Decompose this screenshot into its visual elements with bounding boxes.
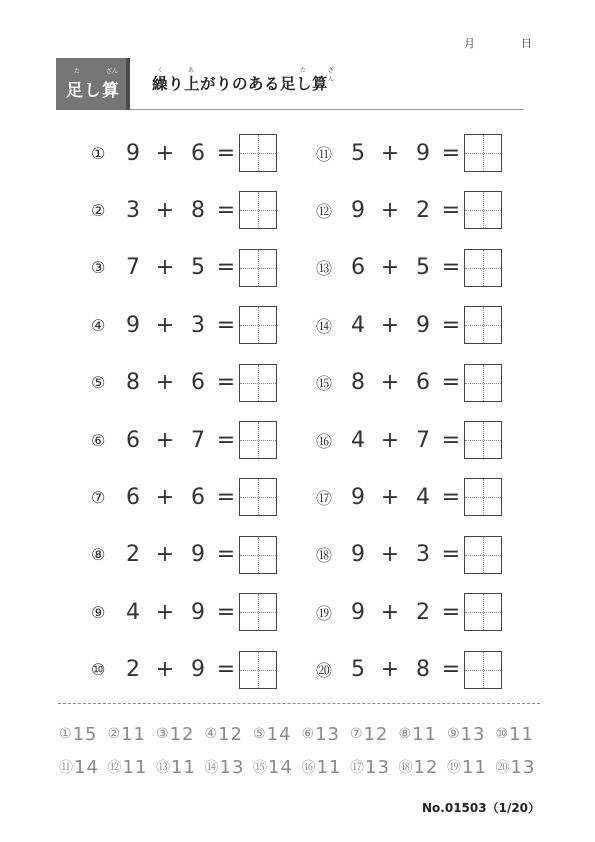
answer-key-number: ⑭ (204, 760, 219, 776)
problem-item (91, 364, 277, 402)
guide-line-horizontal (240, 440, 276, 441)
problem-number: ⑥ (91, 430, 106, 450)
answer-box[interactable] (239, 134, 277, 172)
plus-sign: + (155, 370, 175, 396)
answer-key-number: ⑯ (301, 760, 316, 776)
answer-key-number: ⑪ (59, 760, 73, 776)
answer-box[interactable] (464, 191, 502, 229)
equals-sign: = (441, 370, 461, 396)
answer-key-item (59, 724, 108, 745)
answer-key-row (59, 723, 544, 745)
answer-key-value: 15 (72, 723, 98, 745)
worksheet-title (152, 67, 335, 94)
document-number: No.01503（1/20） (422, 801, 541, 815)
problem-number: ① (91, 143, 106, 163)
guide-line-horizontal (240, 210, 276, 211)
problem-number: ⑩ (91, 660, 106, 680)
addend-a: 9 (351, 599, 365, 625)
addend-a: 3 (126, 197, 140, 223)
day-label: 日 (521, 37, 532, 50)
answer-key-item (108, 757, 157, 778)
addend-b: 8 (416, 657, 430, 683)
equals-sign: = (441, 197, 461, 223)
plus-sign: + (155, 657, 175, 683)
problem-item (316, 651, 502, 689)
answer-key-item (302, 724, 351, 745)
addend-a: 6 (126, 484, 140, 510)
addend-a: 9 (351, 197, 365, 223)
answer-key-value: 13 (365, 756, 390, 778)
answer-key-value: 14 (266, 723, 292, 745)
plus-sign: + (380, 657, 400, 683)
problem-number: ⑦ (91, 487, 106, 507)
equals-sign: = (441, 140, 461, 166)
answer-box[interactable] (239, 651, 277, 689)
equals-sign: = (216, 312, 236, 338)
answer-key-item (496, 757, 545, 778)
problem-item (91, 191, 277, 229)
addend-b: 7 (191, 427, 205, 453)
addend-b: 6 (191, 370, 205, 396)
addend-a: 9 (351, 484, 365, 510)
badge-accent-bar (126, 58, 130, 110)
answer-box[interactable] (464, 651, 502, 689)
answer-box[interactable] (464, 536, 502, 574)
equals-sign: = (216, 657, 236, 683)
plus-sign: + (155, 312, 175, 338)
problem-item (316, 536, 502, 574)
addend-b: 3 (191, 312, 205, 338)
equals-sign: = (441, 542, 461, 568)
answer-box[interactable] (239, 306, 277, 344)
addend-a: 8 (351, 370, 365, 396)
answer-key-number: ⑮ (253, 760, 267, 776)
problem-item (91, 536, 277, 574)
answer-key-item (496, 724, 545, 745)
addend-b: 2 (416, 197, 430, 223)
answer-key-value: 12 (413, 756, 439, 778)
answer-box[interactable] (239, 421, 277, 459)
answer-box[interactable] (239, 249, 277, 287)
answer-box[interactable] (464, 478, 502, 516)
problem-item (91, 306, 277, 344)
addend-a: 6 (351, 255, 365, 281)
problem-item (316, 364, 502, 402)
plus-sign: + (155, 484, 175, 510)
problem-number: ⑲ (316, 603, 333, 623)
answer-divider (58, 703, 540, 704)
addend-b: 9 (191, 657, 205, 683)
addend-a: 8 (126, 370, 140, 396)
answer-key-number: ⑱ (398, 760, 413, 776)
addend-b: 6 (191, 484, 205, 510)
problem-number: ⑨ (91, 602, 106, 622)
problem-item (316, 421, 502, 459)
guide-line-horizontal (465, 325, 501, 326)
answer-key-item (108, 724, 157, 745)
guide-line-horizontal (465, 555, 501, 556)
problem-number: ④ (91, 315, 106, 335)
badge-ruby: た (74, 68, 81, 75)
addend-a: 9 (351, 542, 365, 568)
guide-line-horizontal (240, 612, 276, 613)
addend-b: 9 (191, 599, 205, 625)
answer-key-value: 11 (412, 723, 437, 745)
answer-key-number: ⑩ (495, 726, 509, 742)
addend-a: 6 (126, 427, 140, 453)
answer-key-value: 14 (74, 756, 99, 778)
answer-key-number: ⑫ (107, 760, 122, 776)
problem-item (91, 593, 277, 631)
answer-key-number: ⑥ (301, 726, 315, 742)
plus-sign: + (155, 599, 175, 625)
problem-number: ② (91, 200, 106, 220)
equals-sign: = (441, 599, 461, 625)
plus-sign: + (155, 255, 175, 281)
title-underline (130, 109, 524, 110)
answer-key-value: 13 (315, 723, 340, 745)
guide-line-horizontal (465, 670, 501, 671)
answer-key-item (350, 724, 399, 745)
month-label: 月 (464, 37, 475, 50)
answer-key-value: 13 (219, 756, 245, 778)
equals-sign: = (216, 484, 236, 510)
addend-a: 5 (351, 140, 365, 166)
addend-a: 5 (351, 657, 365, 683)
guide-line-horizontal (465, 210, 501, 211)
answer-key-item (205, 724, 254, 745)
problem-item (316, 191, 502, 229)
answer-key-number: ⑬ (156, 760, 170, 776)
answer-key-item (399, 757, 448, 778)
addend-b: 5 (416, 255, 430, 281)
answer-box[interactable] (239, 191, 277, 229)
answer-box[interactable] (239, 593, 277, 631)
answer-key-value: 11 (121, 723, 146, 745)
answer-box[interactable] (239, 478, 277, 516)
problem-number: ⑧ (91, 545, 106, 565)
equals-sign: = (216, 255, 236, 281)
plus-sign: + (380, 542, 400, 568)
answer-key-value: 13 (510, 756, 536, 778)
guide-line-horizontal (465, 497, 501, 498)
problem-number: ⑭ (316, 316, 333, 336)
answer-key-item (302, 757, 351, 778)
addend-b: 7 (416, 427, 430, 453)
addend-b: 3 (416, 542, 430, 568)
answer-key-value: 11 (122, 756, 148, 778)
answer-key-value: 11 (462, 756, 487, 778)
answer-key-item (205, 757, 254, 778)
equals-sign: = (216, 140, 236, 166)
addend-b: 8 (191, 197, 205, 223)
addend-b: 9 (416, 312, 430, 338)
equals-sign: = (441, 255, 461, 281)
addend-a: 2 (126, 657, 140, 683)
answer-key-item (447, 724, 496, 745)
answer-key-value: 11 (316, 756, 342, 778)
answer-key-number: ⑲ (447, 760, 461, 776)
answer-box[interactable] (464, 249, 502, 287)
problem-number: ⑯ (316, 431, 333, 451)
answer-key-value: 12 (363, 723, 389, 745)
guide-line-horizontal (465, 440, 501, 441)
answer-box[interactable] (464, 134, 502, 172)
answer-key-item (156, 724, 205, 745)
answer-key-item (253, 724, 302, 745)
addend-a: 7 (126, 255, 140, 281)
answer-key-value: 11 (509, 723, 534, 745)
answer-key-number: ⑰ (350, 760, 364, 776)
answer-key-value: 12 (218, 723, 243, 745)
problem-number: ⑳ (316, 661, 333, 681)
title-ruby: く (157, 67, 164, 74)
answer-key-number: ⑳ (495, 760, 510, 776)
answer-key-row (59, 756, 544, 778)
addend-a: 4 (351, 312, 365, 338)
problem-item (91, 478, 277, 516)
addend-a: 2 (126, 542, 140, 568)
answer-key-item (156, 757, 205, 778)
plus-sign: + (380, 140, 400, 166)
guide-line-horizontal (240, 325, 276, 326)
answer-key-item (253, 757, 302, 778)
guide-line-horizontal (240, 383, 276, 384)
guide-line-horizontal (240, 670, 276, 671)
problem-number: ⑤ (91, 373, 106, 393)
answer-key-number: ⑦ (350, 726, 363, 742)
plus-sign: + (155, 140, 175, 166)
guide-line-horizontal (240, 268, 276, 269)
plus-sign: + (380, 427, 400, 453)
addend-b: 4 (416, 484, 430, 510)
answer-key-number: ① (59, 726, 72, 742)
equals-sign: = (216, 542, 236, 568)
problem-number: ⑬ (316, 259, 333, 279)
answer-box[interactable] (464, 306, 502, 344)
problem-number: ⑱ (316, 546, 333, 566)
plus-sign: + (380, 255, 400, 281)
problem-number: ⑪ (316, 144, 333, 164)
title-ruby: ざん (328, 67, 335, 83)
guide-line-horizontal (465, 268, 501, 269)
equals-sign: = (441, 657, 461, 683)
equals-sign: = (441, 484, 461, 510)
answer-key-item (399, 724, 448, 745)
answer-key-number: ② (107, 726, 121, 742)
problem-item (91, 421, 277, 459)
problem-item (316, 249, 502, 287)
plus-sign: + (155, 542, 175, 568)
answer-key-number: ③ (156, 726, 169, 742)
problem-item (316, 306, 502, 344)
answer-box[interactable] (239, 536, 277, 574)
equals-sign: = (216, 427, 236, 453)
answer-key-number: ⑧ (398, 726, 412, 742)
category-badge (56, 58, 130, 110)
addend-b: 6 (191, 140, 205, 166)
plus-sign: + (380, 197, 400, 223)
badge-text: 足し算 (66, 81, 120, 101)
guide-line-horizontal (240, 555, 276, 556)
problem-number: ⑮ (316, 374, 333, 394)
equals-sign: = (441, 427, 461, 453)
answer-key-value: 14 (268, 756, 293, 778)
answer-key-number: ⑤ (253, 726, 266, 742)
problem-item (316, 593, 502, 631)
problem-number: ⑫ (316, 201, 333, 221)
title-ruby: た (300, 67, 307, 74)
addend-a: 9 (126, 312, 140, 338)
problem-item (91, 651, 277, 689)
problem-number: ③ (91, 258, 106, 278)
equals-sign: = (216, 370, 236, 396)
guide-line-horizontal (240, 153, 276, 154)
addend-b: 6 (416, 370, 430, 396)
answer-key-item (447, 757, 496, 778)
addend-a: 4 (126, 599, 140, 625)
addend-a: 4 (351, 427, 365, 453)
answer-key-value: 11 (171, 756, 196, 778)
problem-item (91, 249, 277, 287)
guide-line-horizontal (240, 497, 276, 498)
answer-key-number: ⑨ (447, 726, 460, 742)
guide-line-horizontal (465, 153, 501, 154)
answer-key-number: ④ (204, 726, 218, 742)
guide-line-horizontal (465, 612, 501, 613)
addend-b: 9 (416, 140, 430, 166)
plus-sign: + (155, 427, 175, 453)
answer-box[interactable] (464, 364, 502, 402)
title-text: 繰り上がりのある足し算 (152, 75, 329, 93)
answer-box[interactable] (464, 421, 502, 459)
answer-box[interactable] (464, 593, 502, 631)
answer-key-item (350, 757, 399, 778)
problem-number: ⑰ (316, 488, 333, 508)
answer-box[interactable] (239, 364, 277, 402)
plus-sign: + (380, 312, 400, 338)
guide-line-horizontal (465, 383, 501, 384)
problem-item (91, 134, 277, 172)
equals-sign: = (216, 197, 236, 223)
badge-ruby: ざん (106, 68, 119, 75)
addend-b: 2 (416, 599, 430, 625)
title-ruby: あ (188, 67, 195, 74)
answer-key-value: 12 (169, 723, 195, 745)
addend-a: 9 (126, 140, 140, 166)
plus-sign: + (380, 599, 400, 625)
answer-key-value: 13 (460, 723, 486, 745)
equals-sign: = (216, 599, 236, 625)
answer-key-item (59, 757, 108, 778)
addend-b: 5 (191, 255, 205, 281)
problem-item (316, 134, 502, 172)
plus-sign: + (155, 197, 175, 223)
plus-sign: + (380, 370, 400, 396)
equals-sign: = (441, 312, 461, 338)
addend-b: 9 (191, 542, 205, 568)
plus-sign: + (380, 484, 400, 510)
problem-item (316, 478, 502, 516)
